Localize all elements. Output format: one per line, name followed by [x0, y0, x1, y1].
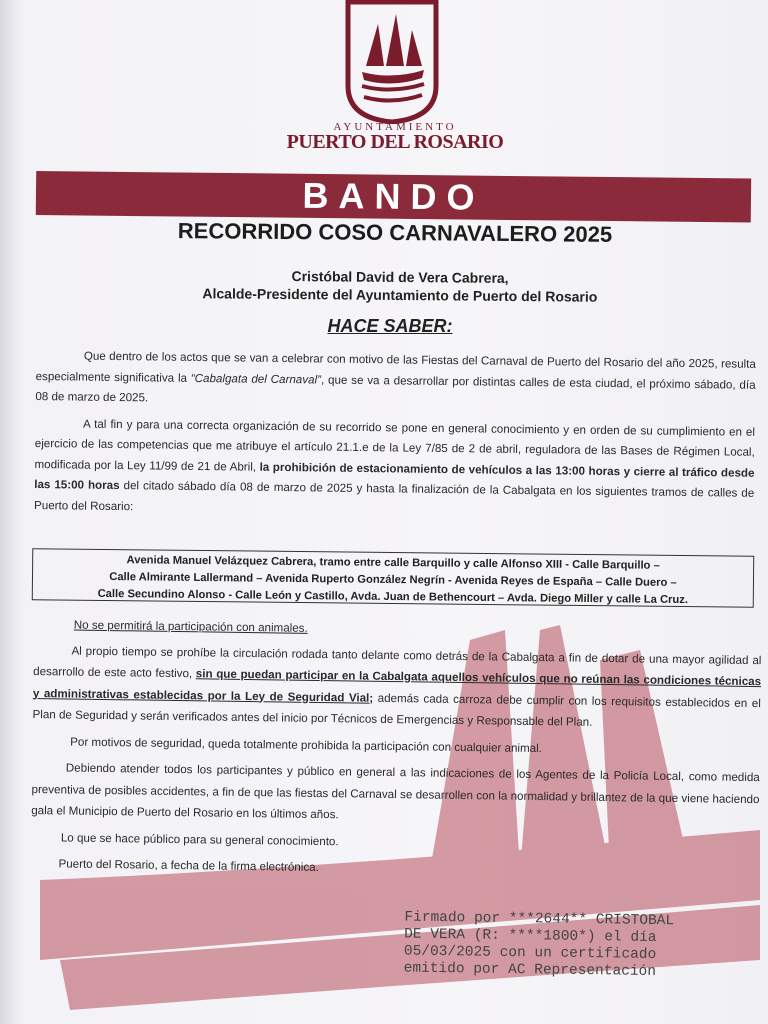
streets-line-3: Calle Secundino Alonso - Calle León y Castillo, Avda. Juan de Bethencourt – Avda. Diego Miller y calle La Cruz.: [97, 587, 689, 607]
p1-text-italic: “Cabalgata del Carnaval”: [190, 371, 322, 386]
paragraph-3: [32, 639, 761, 735]
mayor-block: [130, 266, 670, 307]
paragraph-5: Debiendo atender todos los participantes y público en general a las indicaciones de los Agentes de la Policía Local, como medida preventiva de posibles accidentes, a fin de que las fiestas del Carnaval se desarrollen con la normalidad y brillantez de la que viene haciendo gala el Municipio de Puerto del Rosario en los últimos años.: [31, 761, 760, 822]
p1-text-a: Que dentro de los actos que se van a celebrar con motivo de las Fiestas del Carnaval de Puerto del Rosario del año 2025, resulta especialmente significativa la: [35, 349, 756, 385]
mayor-name: Cristóbal David de Vera Cabrera,: [291, 268, 509, 286]
streets-box: [32, 548, 755, 608]
intro-paragraphs: [34, 346, 756, 531]
p2-text-a: A tal fin y para una correcta organización de su recorrido se pone en general conocimiento y en orden de su cumplimiento en el ejercicio de las competencias que me atribuye el artículo 21.1.e de la Ley 7/85 de 2 de abril, reguladora de las Bases de Régimen Local, modificada por la Ley 11/99 de 21 de Abril,: [34, 417, 756, 474]
streets-line-1: Avenida Manuel Velázquez Cabrera, tramo entre calle Barquillo y calle Alfonso XIII - Calle Barquillo –: [126, 554, 660, 572]
rules-paragraphs: [30, 614, 762, 890]
p3-text-underlined: sin que puedan participar en la Cabalgata aquellos vehículos que no reúnan las condiciones técnicas y administrativas establecidas por la Ley de Seguridad Vial;: [32, 667, 762, 705]
paragraph-6: Lo que se hace público para su general conocimiento.: [60, 830, 339, 848]
mayor-role: Alcalde-Presidente del Ayuntamiento de Puerto del Rosario: [202, 285, 598, 305]
place-date: Puerto del Rosario, a fecha de la firma electrónica.: [58, 857, 319, 875]
org-small-label: AYUNTAMIENTO: [333, 121, 457, 133]
p2-text-bold: la prohibición de estacionamiento de vehículos a las 13:00 horas y cierre al tráfico desde las 15:00 horas: [34, 460, 755, 493]
p3-text-c: además cada carroza debe cumplir con los requisitos establecidos en el Plan de Seguridad y serán verificados antes del inicio por Técnicos de Emergencias y Responsable del Plan.: [32, 691, 761, 729]
p1-text-c: , que se va a desarrollar por distintas calles de esta ciudad, el próximo sábado, día 08 de marzo de 2025.: [35, 372, 756, 405]
no-animals-notice: No se permitirá la participación con animales.: [73, 618, 308, 635]
hace-saber-heading: HACE SABER:: [327, 316, 453, 336]
paragraph-2: [34, 413, 755, 524]
electronic-signature: Firmado por ***2644** CRISTOBAL DE VERA (R: ****1800*) el día 05/03/2025 con un certificado emitido por AC Representación: [403, 909, 675, 981]
p3-text-a: Al propio tiempo se prohíbe la circulación rodada tanto delante como detrás de la Cabalgata a fin de dotar de una mayor agilidad al desarrollo de este acto festivo,: [33, 644, 762, 681]
sailboat-crest-icon: [344, 0, 440, 124]
bando-banner: [36, 171, 751, 222]
document-subtitle: RECORRIDO COSO CARNAVALERO 2025: [177, 218, 613, 247]
bando-title: BANDO: [302, 174, 485, 218]
paragraph-4: Por motivos de seguridad, queda totalmente prohibida la participación con cualquier animal.: [70, 735, 543, 755]
paragraph-1: [35, 346, 756, 416]
p2-text-c: del citado sábado día 08 de marzo de 2025 y hasta la finalización de la Cabalgata en los siguientes tramos de calles de Puerto del Rosario:: [33, 479, 755, 513]
org-name: PUERTO DEL ROSARIO: [286, 131, 504, 153]
streets-line-2: Calle Almirante Lallermand – Avenida Ruperto González Negrín - Avenida Reyes de España – Calle Duero –: [109, 571, 677, 589]
